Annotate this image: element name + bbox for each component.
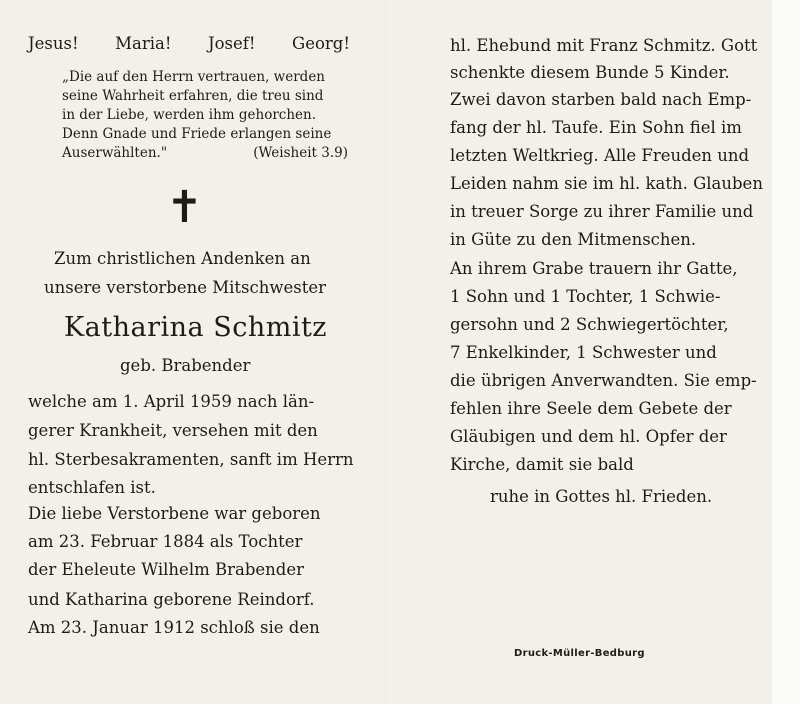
quote-line: Denn Gnade und Friede erlangen seine xyxy=(62,126,332,142)
body-line: Die liebe Verstorbene war geboren xyxy=(28,504,321,523)
body-line: in treuer Sorge zu ihrer Familie und xyxy=(450,202,754,221)
body-line: letzten Weltkrieg. Alle Freuden und xyxy=(450,146,750,165)
body-line: 7 Enkelkinder, 1 Schwester und xyxy=(450,343,717,362)
printer-imprint: Druck-Müller-Bedburg xyxy=(514,648,645,659)
body-line: Leiden nahm sie im hl. kath. Glauben xyxy=(450,174,763,193)
quote-line: in der Liebe, werden ihm gehorchen. xyxy=(62,107,317,123)
invocation-word: Josef! xyxy=(207,34,256,53)
body-line: hl. Ehebund mit Franz Schmitz. Gott xyxy=(450,36,758,55)
body-line: fang der hl. Taufe. Ein Sohn fiel im xyxy=(450,118,742,137)
invocation-word: Maria! xyxy=(115,34,172,53)
body-line: hl. Sterbesakramenten, sanft im Herrn xyxy=(28,450,354,469)
body-line: An ihrem Grabe trauern ihr Gatte, xyxy=(450,259,738,278)
quote-last-line xyxy=(62,145,348,161)
quote-line: „Die auf den Herrn vertrauen, werden xyxy=(62,69,325,85)
dedication-line: unsere verstorbene Mitschwester xyxy=(44,278,327,297)
body-line: und Katharina geborene Reindorf. xyxy=(28,590,315,609)
quote-line: seine Wahrheit erfahren, die treu sind xyxy=(62,88,324,104)
body-line: Am 23. Januar 1912 schloß sie den xyxy=(28,618,320,637)
body-line: Kirche, damit sie bald xyxy=(450,455,634,474)
scan-margin xyxy=(772,0,800,704)
body-line: Gläubigen und dem hl. Opfer der xyxy=(450,427,727,446)
body-line: schenkte diesem Bunde 5 Kinder. xyxy=(450,63,730,82)
body-line: gersohn und 2 Schwiegertöchter, xyxy=(450,315,729,334)
invocation-word: Georg! xyxy=(292,34,350,53)
quote-source: (Weisheit 3.9) xyxy=(253,145,348,161)
body-line: gerer Krankheit, versehen mit den xyxy=(28,421,318,440)
body-line: Zwei davon starben bald nach Emp- xyxy=(450,90,752,109)
dedication-line: Zum christlichen Andenken an xyxy=(54,249,311,268)
body-line: entschlafen ist. xyxy=(28,478,156,497)
left-panel xyxy=(20,0,358,704)
right-panel xyxy=(440,0,772,704)
body-line: fehlen ihre Seele dem Gebete der xyxy=(450,399,732,418)
invocation-word: Jesus! xyxy=(28,34,79,53)
closing-line: ruhe in Gottes hl. Frieden. xyxy=(490,487,713,506)
body-line: die übrigen Anverwandten. Sie emp- xyxy=(450,371,757,390)
invocation xyxy=(28,34,350,53)
body-line: welche am 1. April 1959 nach län- xyxy=(28,392,315,411)
quote-line: Auserwählten." xyxy=(62,145,168,161)
body-line: der Eheleute Wilhelm Brabender xyxy=(28,560,305,579)
birth-name: geb. Brabender xyxy=(120,356,251,375)
body-line: in Güte zu den Mitmenschen. xyxy=(450,230,697,249)
body-line: 1 Sohn und 1 Tochter, 1 Schwie- xyxy=(450,287,721,306)
deceased-name: Katharina Schmitz xyxy=(64,312,328,343)
body-line: am 23. Februar 1884 als Tochter xyxy=(28,532,303,551)
card-fold xyxy=(385,0,388,704)
cross-icon: ✝ xyxy=(166,182,203,233)
